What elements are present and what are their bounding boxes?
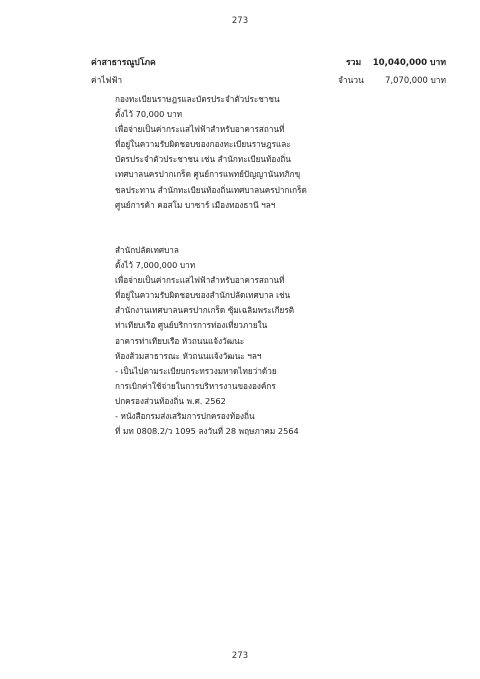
body-text: [115, 92, 345, 439]
section-registration: [115, 92, 345, 213]
section-municipal-office: [115, 243, 345, 439]
text-line: การเบิกค่าใช้จ่ายในการบริหารงานขององค์กร: [115, 380, 276, 391]
utilities-header-row: [91, 55, 446, 69]
text-line: ตั้งไว้ 70,000 บาท: [115, 109, 183, 120]
text-line: - เป็นไปตามระเบียบกระทรวงมหาดไทยว่าด้วย: [115, 365, 277, 376]
text-line: ปกครองส่วนท้องถิ่น พ.ศ. 2562: [115, 395, 226, 406]
text-line: ที่อยู่ในความรับผิดชอบของสำนักปลัดเทศบาล เช่น: [115, 290, 291, 301]
page-number-top: 273: [231, 16, 249, 26]
text-line: ชลประทาน สำนักทะเบียนท้องถิ่นเทศบาลนครปากเกร็ด: [115, 184, 307, 195]
text-line: ห้องส้วมสาธารณะ หัวถนนแจ้งวัฒนะ ฯลฯ: [115, 350, 262, 361]
text-line: เพื่อจ่ายเป็นค่ากระแสไฟฟ้าสำหรับอาคารสถานที่: [115, 124, 285, 135]
subsection-amount: 7,070,000 บาท: [385, 75, 446, 85]
page-number-bottom: 273: [231, 651, 249, 661]
text-line: ศูนย์การค้า คอสโม บาซาร์ เมืองทองธานี ฯลฯ: [115, 199, 276, 210]
text-line: สำนักงานเทศบาลนครปากเกร็ด ซุ้มเฉลิมพระเกียรติ: [115, 305, 295, 316]
section-title: ค่าสาธารณูปโภค: [91, 58, 156, 68]
text-line: เพื่อจ่ายเป็นค่ากระแสไฟฟ้าสำหรับอาคารสถานที่: [115, 275, 285, 286]
text-line: สำนักปลัดเทศบาล: [115, 244, 179, 255]
electricity-row: [91, 73, 446, 87]
text-line: กองทะเบียนราษฎรและบัตรประจำตัวประชาชน: [115, 94, 280, 104]
amount-label: จำนวน: [338, 75, 364, 85]
paragraph-spacer: [115, 228, 345, 243]
paragraph-spacer: [115, 213, 345, 228]
total-amount: 10,040,000 บาท: [372, 58, 446, 68]
text-line: - หนังสือกรมส่งเสริมการปกครองท้องถิ่น: [115, 410, 255, 421]
text-line: ท่าเทียบเรือ ศูนย์บริการการท่องเที่ยวภายใน: [115, 320, 268, 331]
subsection-title: ค่าไฟฟ้า: [91, 75, 123, 85]
text-line: ที่ มท 0808.2/ว 1095 ลงวันที่ 28 พฤษภาคม 2564: [115, 426, 299, 437]
text-line: เทศบาลนครปากเกร็ด ศูนย์การแพทย์ปัญญานันทภิกขุ: [115, 169, 301, 180]
text-line: ตั้งไว้ 7,000,000 บาท: [115, 260, 196, 271]
text-line: ที่อยู่ในความรับผิดชอบของกองทะเบียนราษฎรและ: [115, 139, 291, 150]
text-line: บัตรประจำตัวประชาชน เช่น สำนักทะเบียนท้องถิ่น: [115, 154, 291, 165]
total-label: รวม: [346, 58, 362, 68]
text-line: อาคารท่าเทียบเรือ หัวถนนแจ้งวัฒนะ: [115, 335, 245, 346]
